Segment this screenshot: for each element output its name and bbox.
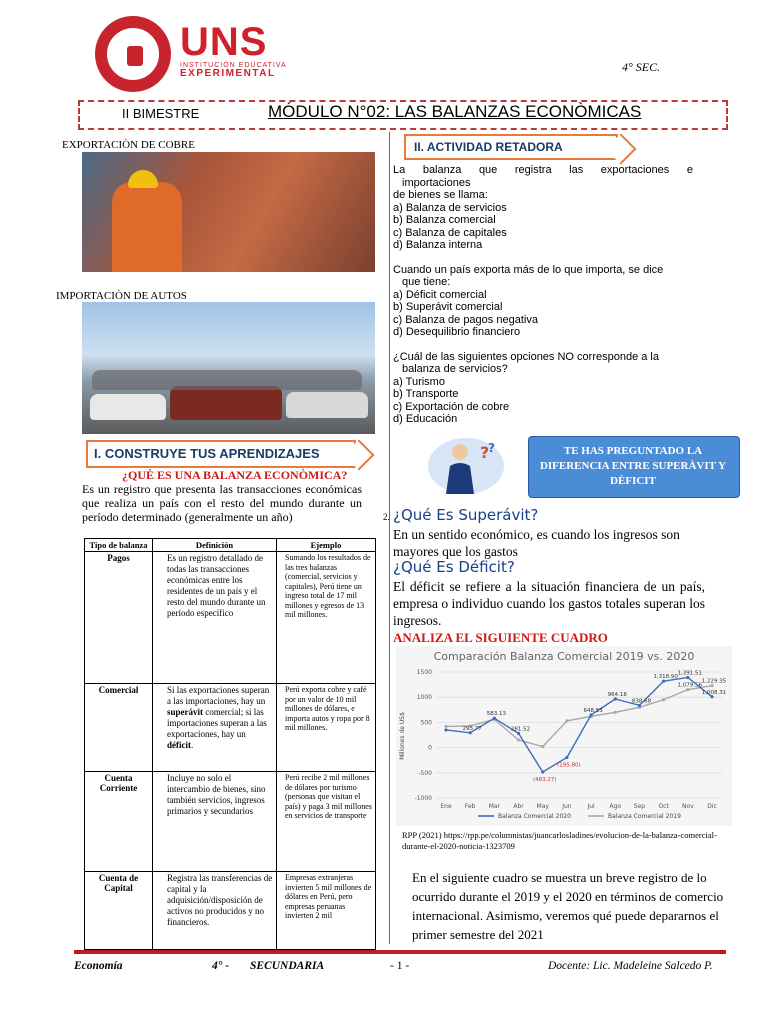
chart-data-label: 281.52 — [510, 726, 531, 733]
chart-point — [614, 711, 617, 714]
grade-label: 4° SEC. — [622, 60, 661, 74]
chart-legend-label: Balanza Comercial 2020 — [498, 813, 571, 820]
chart-data-label: 1,391.51 — [677, 670, 703, 677]
thinking-man-icon — [426, 436, 506, 496]
item-number: 2. — [383, 512, 390, 522]
table-row — [85, 684, 376, 772]
row-ejemplo: Perú exporta cobre y café por un valor de 10 mil millones de dólares, e importa autos y ropa por 8 mil millones. — [277, 684, 376, 772]
chart-svg — [396, 646, 732, 826]
quiz3-option-c: c) Exportación de cobre — [393, 400, 510, 413]
quiz2-question-cont: que tiene: — [402, 276, 451, 288]
chart-data-label: 1,318.90 — [653, 674, 678, 681]
row-tipo: Comercial — [85, 684, 153, 772]
section1-title: I. CONSTRUYE TUS APRENDIZAJES — [94, 446, 320, 461]
header-ejemplo: Ejemplo — [277, 539, 376, 552]
quiz1-question-cont: importaciones — [402, 176, 471, 189]
footer-page-number: - 1 - — [390, 960, 410, 972]
quiz2-option-d: d) Desequilibrio financiero — [393, 326, 521, 338]
row-tipo: Pagos — [85, 552, 153, 684]
row-definicion: Incluye no solo el intercambio de bienes, sino también servicios, ingresos primarios y secundarios — [153, 772, 277, 872]
row-definicion: Registra las transferencias de capital y la adquisición/disposición de activos no producidos y no financieros. — [153, 872, 277, 950]
chart-data-label: 583.13 — [486, 711, 506, 718]
quiz1-question-end: de bienes se llama: — [393, 189, 488, 201]
chart-ytick-label: 500 — [420, 719, 432, 727]
chart-xtick-label: Ago — [609, 803, 622, 810]
logo-subtitle-institution: INSTITUCIÓN EDUCATIVA — [180, 62, 287, 69]
quiz1-option-d: d) Balanza interna — [393, 239, 483, 251]
footer-subject: Economía — [74, 960, 123, 972]
chart-point — [565, 756, 568, 759]
row-ejemplo: Empresas extranjeras invierten 5 mil millones de dólares en Perú, pero empresas peruanas invierten 2 mil — [277, 872, 376, 950]
chart-point — [541, 745, 544, 748]
chart-data-label: 838.68 — [631, 698, 652, 705]
chart-ylabel: Millones de US$ — [399, 712, 406, 760]
quiz2-question: Cuando un país exporta más de lo que importa, se dice — [393, 263, 664, 276]
car-import-photo — [82, 302, 375, 434]
chart-data-label: 1,079.56 — [677, 682, 703, 689]
chart-ytick-label: 1500 — [416, 669, 432, 676]
balance-types-table — [84, 538, 376, 950]
quiz1-question: La balanza que registra las exportaciones e — [393, 164, 693, 176]
copper-export-photo — [82, 152, 375, 272]
chart-xtick-label: Jun — [562, 803, 572, 810]
quiz3-question-cont: balanza de servicios? — [402, 363, 508, 375]
chart-data-label: 1,008.31 — [701, 689, 727, 696]
quiz3-question: ¿Cuál de las siguientes opciones NO corresponde a la — [393, 350, 659, 363]
quiz3-option-b: b) Transporte — [393, 388, 459, 400]
header-tipo: Tipo de balanza — [85, 539, 153, 552]
row-tipo: Cuenta de Capital — [85, 872, 153, 950]
chart-legend-label: Balanza Comercial 2019 — [608, 813, 681, 820]
quiz-block — [393, 164, 693, 426]
quiz2-option-c: c) Balanza de pagos negativa — [393, 313, 538, 326]
chart-series-line — [446, 677, 712, 771]
logo-subtitle-experimental: EXPERIMENTAL — [180, 68, 276, 79]
chart-point — [444, 728, 447, 731]
chart-point — [517, 738, 520, 741]
chart-xtick-label: May — [536, 803, 549, 810]
row-definicion: Es un registro detallado de todas las transacciones económicas entre los residentes de un país y el resto del mundo durante un período específico — [153, 552, 277, 684]
table-row — [85, 772, 376, 872]
chart-point — [444, 725, 447, 728]
header-definicion: Definición — [153, 539, 277, 552]
chart-xtick-label: Nov — [681, 803, 694, 810]
footer-grade: 4° - — [212, 960, 230, 972]
closing-paragraph: En el siguiente cuadro se muestra un breve registro de lo ocurrido durante el 2019 y el 2020 en términos de comercio internacional. Asimismo, veremos qué puede depararnos el primer semestre del 2021 — [412, 870, 724, 942]
row-tipo: Cuenta Corriente — [85, 772, 153, 872]
balanza-definition: Es un registro que presenta las transacciones económicas que realiza un país con el resto del mundo durante un período determinado (generalmente un año) — [82, 482, 362, 524]
chart-point — [565, 719, 568, 722]
analiza-heading: ANALIZA EL SIGUIENTE CUADRO — [393, 630, 608, 645]
chart-xtick-label: Ene — [440, 803, 452, 810]
chart-data-label: 1,229.35 — [701, 678, 727, 685]
chart-xtick-label: Jul — [587, 803, 595, 810]
balanza-question: ¿QUÈ ES UNA BALANZA ECONÒMICA? — [122, 468, 348, 482]
logo-uns: UNS — [180, 20, 268, 64]
footer-teacher: Docente: Lic. Madeleine Salcedo P. — [548, 960, 713, 972]
svg-text:?: ? — [480, 443, 490, 462]
chart-ytick-label: 0 — [428, 744, 432, 752]
chart-xtick-label: Mar — [488, 803, 501, 810]
photo1-caption: EXPORTACIÒN DE COBRE — [62, 139, 195, 151]
footer-rule — [74, 950, 726, 954]
table-row — [85, 552, 376, 684]
quiz1-option-b: b) Balanza comercial — [393, 214, 496, 226]
svg-text:?: ? — [488, 441, 495, 455]
chart-data-label: (195.80) — [557, 762, 581, 769]
superavit-heading: ¿Qué Es Superávit? — [393, 506, 539, 524]
row-definicion: Si las exportaciones superan a las importaciones, hay un superávit comercial; si las importaciones superan a las exportaciones, hay un déficit. — [153, 684, 277, 772]
chart-title: Comparación Balanza Comercial 2019 vs. 2020 — [433, 650, 695, 663]
row-ejemplo: Perú recibe 2 mil millones de dólares por turismo (personas que visitan el país) y paga 3 mil millones en servicios de transporte — [277, 772, 376, 872]
deficit-heading: ¿Qué Es Déficit? — [393, 558, 515, 576]
table-header-row — [85, 539, 376, 552]
section2-title: II. ACTIVIDAD RETADORA — [414, 140, 563, 154]
photo2-caption: IMPORTACIÒN DE AUTOS — [56, 290, 187, 302]
question-scroll-text: TE HAS PREGUNTADO LA DIFERENCIA ENTRE SUPERÀVIT Y DÈFICIT — [539, 445, 727, 487]
chart-ytick-label: 1000 — [416, 694, 432, 702]
column-divider — [389, 132, 390, 944]
module-title: MÓDULO N°02: LAS BALANZAS ECONÒMICAS — [268, 102, 642, 121]
chart-data-label: 964.18 — [607, 692, 627, 699]
superavit-text: En un sentido económico, es cuando los ingresos son mayores que los gastos — [393, 527, 680, 559]
quiz2-option-a: a) Déficit comercial — [393, 288, 487, 301]
chart-data-label: 293.77 — [462, 725, 482, 732]
quiz1-option-c: c) Balanza de capitales — [393, 226, 507, 239]
chart-data-label: (483.27) — [532, 776, 557, 783]
bimestre-label: II BIMESTRE — [122, 106, 200, 121]
chart-source-citation: RPP (2021) https://rpp.pe/columnistas/juancarlosladines/evolucion-de-la-balanza-comercial-durante-el-2020-noticia-1323709 — [402, 830, 717, 851]
chart-xtick-label: Oct — [658, 803, 669, 810]
chart-xtick-label: Dic — [707, 803, 717, 810]
quiz1-option-a: a) Balanza de servicios — [393, 201, 507, 214]
school-seal-logo — [95, 16, 171, 92]
chart-ytick-label: -1000 — [414, 795, 432, 802]
chart-point — [541, 770, 544, 773]
trade-balance-chart — [396, 646, 732, 826]
chart-xtick-label: Abr — [513, 803, 524, 810]
chart-point — [662, 698, 665, 701]
quiz2-option-b: b) Superávit comercial — [393, 301, 503, 313]
row-ejemplo: Sumando los resultados de las tres balanzas (comercial, servicios y capitales), Perú tiene un ingreso total de 17 mil millones y egresos de 13 mil millones. — [277, 552, 376, 684]
chart-xtick-label: Feb — [464, 803, 476, 810]
quiz3-option-d: d) Educación — [393, 413, 458, 425]
table-row — [85, 872, 376, 950]
quiz3-option-a: a) Turismo — [393, 375, 445, 388]
chart-ytick-label: -500 — [418, 769, 432, 777]
deficit-text: El déficit se refiere a la situación financiera de un país, empresa o individuo cuando los gastos totales superan los ingresos. — [393, 579, 705, 628]
chart-data-label: 648.53 — [583, 707, 603, 714]
chart-xtick-label: Sep — [633, 803, 646, 810]
footer-level: SECUNDARIA — [250, 960, 325, 972]
